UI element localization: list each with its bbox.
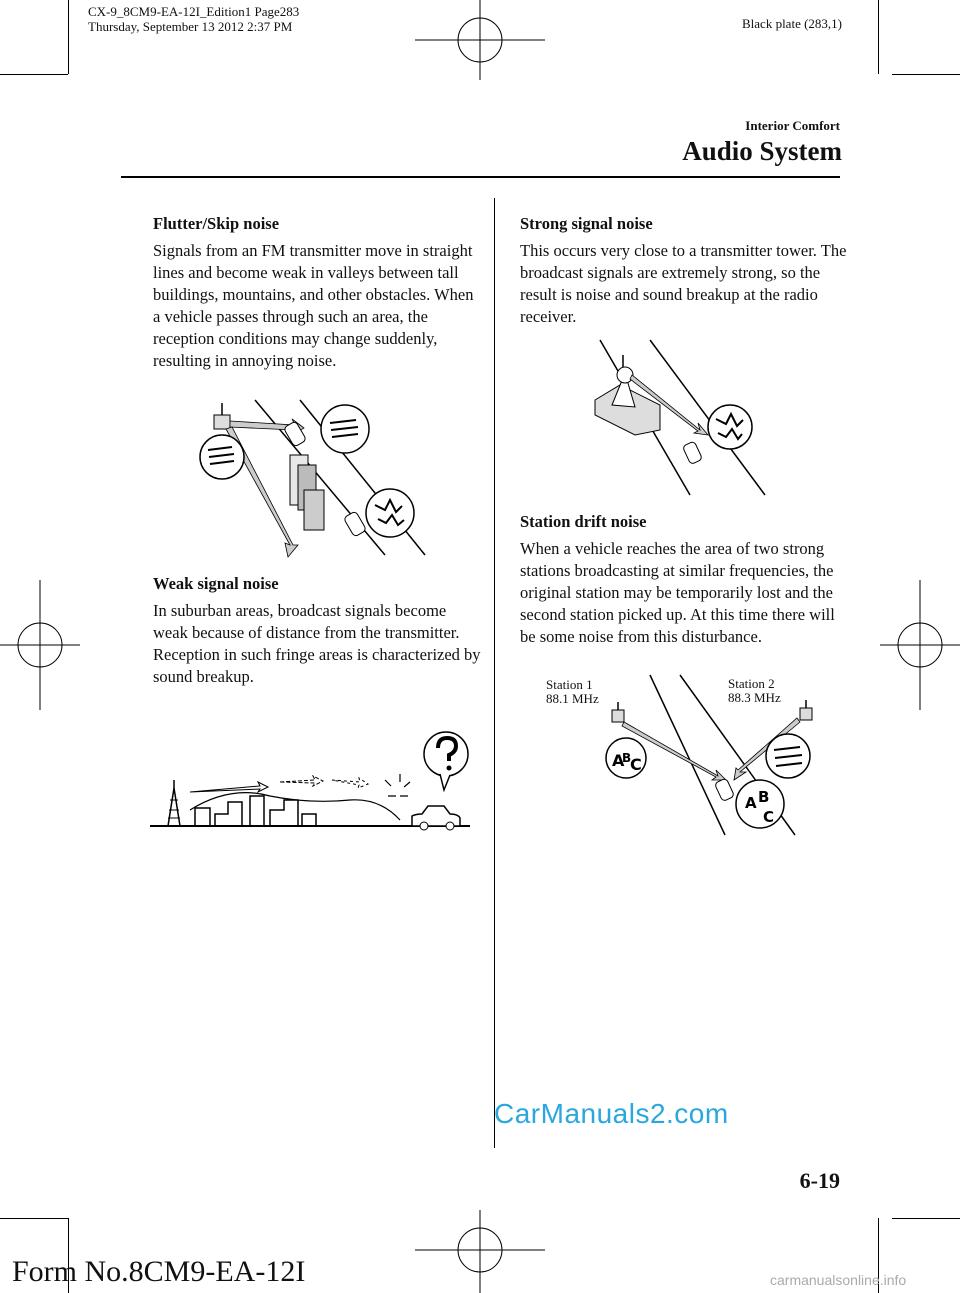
crop-mark xyxy=(892,74,960,75)
page-number: 6-19 xyxy=(799,1168,840,1193)
registration-mark xyxy=(880,580,960,710)
header-rule xyxy=(121,176,840,178)
form-number: Form No.8CM9-EA-12I xyxy=(12,1255,306,1288)
flutter-body: Signals from an FM transmitter move in straight lines and become weak in valleys between tall buildings, mountains, and other obstacles. When a vehicle passes through such an area, the reception conditions may change suddenly, resulting in annoying noise. xyxy=(153,241,474,370)
strong-body: This occurs very close to a transmitter tower. The broadcast signals are extremely strong, so the result is noise and sound breakup at the radio receiver. xyxy=(520,241,847,326)
station1-name: Station 1 xyxy=(546,677,593,692)
section-label: Interior Comfort xyxy=(745,118,840,133)
column-divider xyxy=(494,198,495,1148)
drift-heading: Station drift noise xyxy=(520,512,647,531)
flutter-diagram xyxy=(200,395,440,570)
svg-text:A: A xyxy=(612,751,625,770)
drift-body: When a vehicle reaches the area of two strong stations broadcasting at similar frequencies, the original station may be temporarily lost and the second station picked up. At this time there will be some noise from this disturbance. xyxy=(520,539,835,646)
station1-freq: 88.1 MHz xyxy=(546,691,599,706)
watermark: CarManuals2.com xyxy=(494,1098,729,1129)
weak-body: In suburban areas, broadcast signals become weak because of distance from the transmitter. Reception in such fringe areas is characterized by sound breakup. xyxy=(153,601,481,686)
crop-mark xyxy=(0,74,68,75)
print-info-line1: CX-9_8CM9-EA-12I_Edition1 Page283 xyxy=(88,4,300,19)
svg-text:C: C xyxy=(630,755,642,774)
registration-mark xyxy=(415,1210,545,1293)
station2-name: Station 2 xyxy=(728,676,775,691)
weak-signal-diagram xyxy=(150,730,470,830)
crop-mark xyxy=(0,1218,68,1219)
flutter-heading: Flutter/Skip noise xyxy=(153,214,280,233)
footer-watermark: carmanualsonline.info xyxy=(770,1272,907,1288)
svg-text:C: C xyxy=(763,808,775,826)
station-drift-diagram xyxy=(600,670,810,840)
svg-text:A: A xyxy=(745,794,757,812)
svg-text:B: B xyxy=(758,788,770,806)
station1-label xyxy=(546,678,599,706)
svg-text:B: B xyxy=(622,751,632,765)
print-info xyxy=(88,4,299,34)
station2-freq: 88.3 MHz xyxy=(728,690,781,705)
registration-mark xyxy=(415,0,545,90)
print-info-line2: Thursday, September 13 2012 2:37 PM xyxy=(88,19,293,34)
weak-heading: Weak signal noise xyxy=(153,574,279,593)
page-title: Audio System xyxy=(682,136,842,166)
plate-label: Black plate (283,1) xyxy=(742,16,842,31)
registration-mark xyxy=(0,580,80,710)
crop-mark xyxy=(878,0,879,74)
crop-mark xyxy=(68,0,69,74)
strong-signal-diagram xyxy=(590,335,780,500)
crop-mark xyxy=(892,1218,960,1219)
strong-heading: Strong signal noise xyxy=(520,214,653,233)
